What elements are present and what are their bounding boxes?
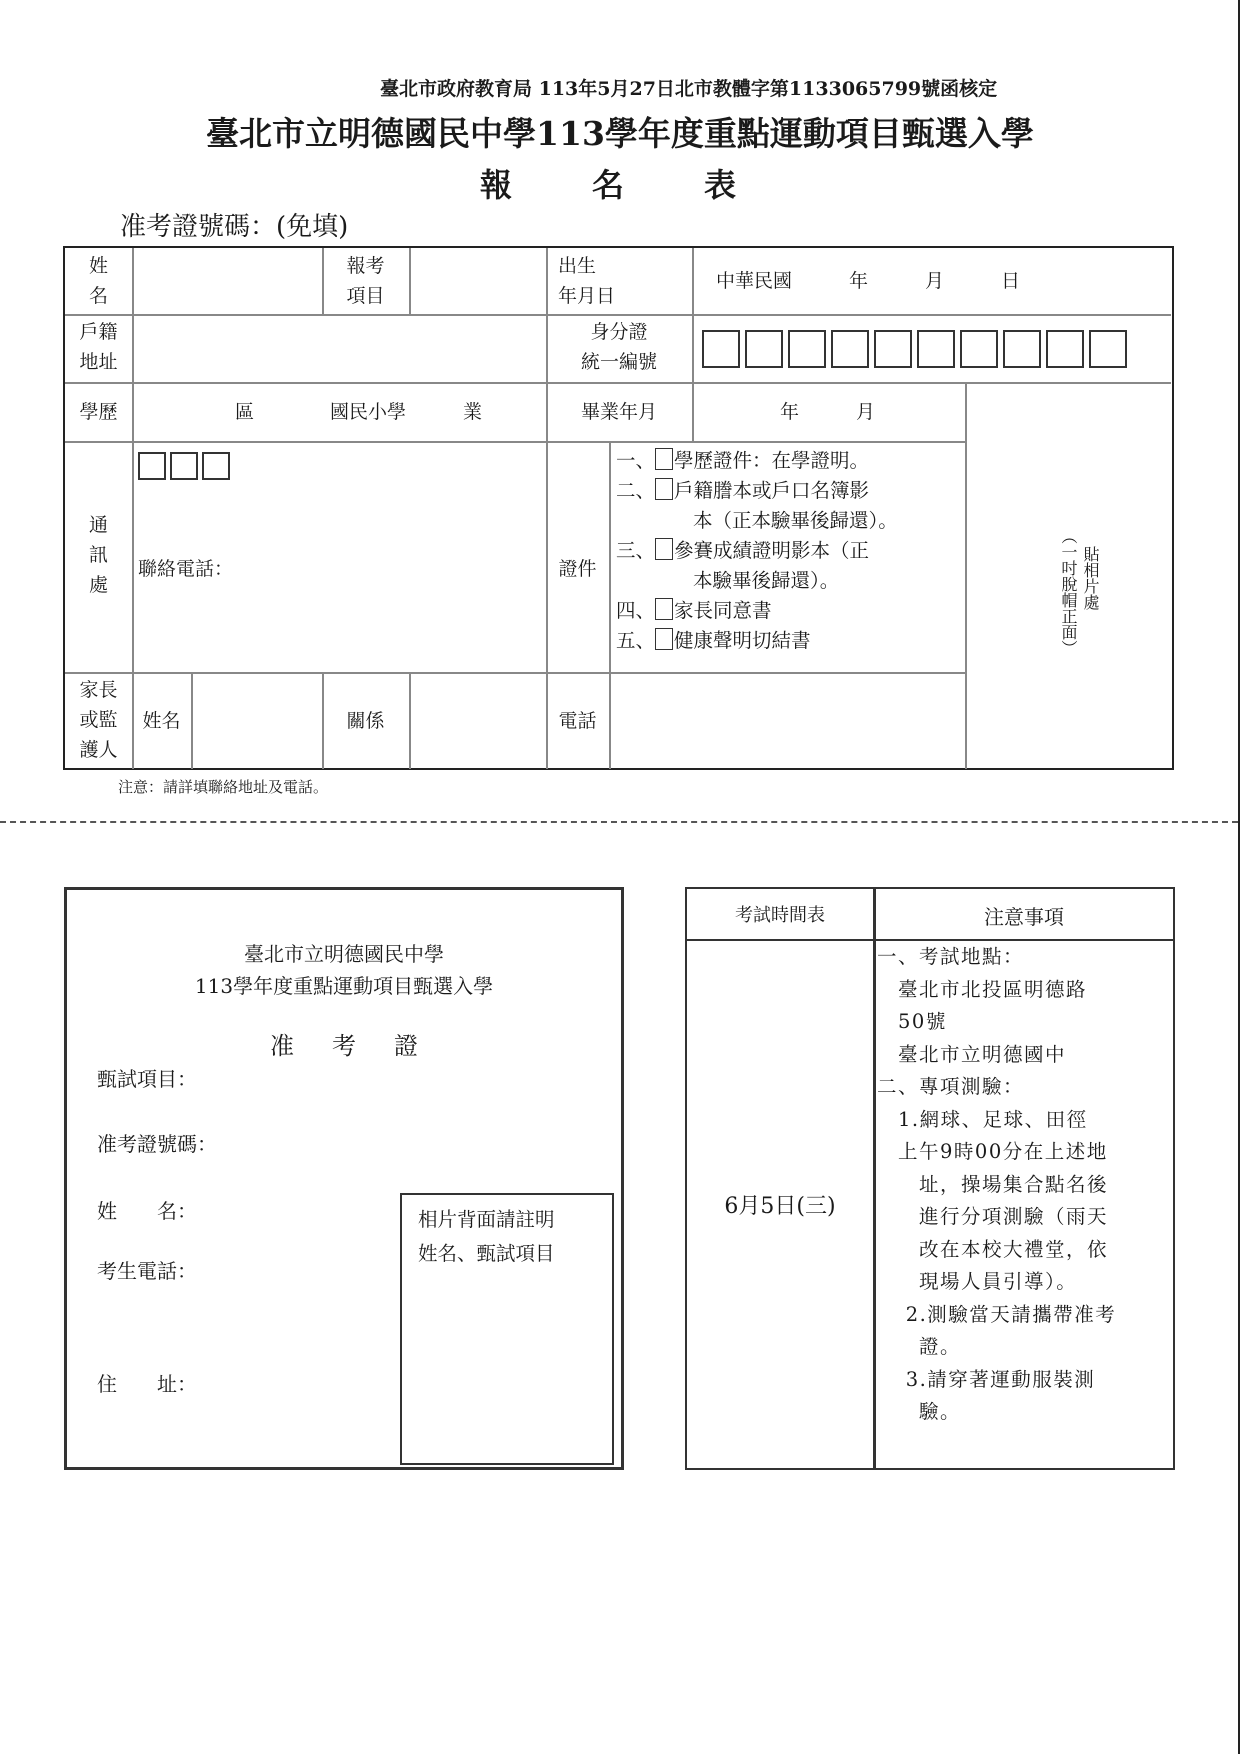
document-text: 學歷證件：在學證明。	[674, 449, 870, 472]
graduation-date-field[interactable]: 年 月	[780, 401, 876, 423]
schedule-header: 考試時間表	[735, 905, 825, 926]
documents-checklist	[616, 446, 898, 656]
document-number: 三、	[616, 539, 656, 562]
ticket-field-name: 姓 名：	[97, 1199, 197, 1223]
ticket-field-number: 准考證號碼：	[97, 1132, 217, 1156]
ticket-field-event: 甄試項目：	[97, 1067, 197, 1091]
photo-label-main: 貼相片處	[1081, 546, 1100, 610]
zip-digit-box[interactable]	[138, 452, 166, 480]
address-input[interactable]	[134, 316, 544, 380]
id-digit-box[interactable]	[1003, 330, 1041, 368]
page-title: 臺北市立明德國民中學113學年度重點運動項目甄選入學	[206, 114, 1034, 153]
document-text: 參賽成績證明影本（正	[674, 539, 870, 562]
document-number: 四、	[616, 599, 656, 622]
guardian-phone-input[interactable]	[611, 674, 963, 767]
guardian-phone-label: 電話	[558, 710, 597, 732]
zip-digit-box[interactable]	[170, 452, 198, 480]
note-line: 改在本校大禮堂，依	[877, 1237, 1109, 1261]
id-digit-box[interactable]	[702, 330, 740, 368]
note-line: 臺北市北投區明德路	[877, 977, 1088, 1001]
id-digit-box[interactable]	[1046, 330, 1084, 368]
id-digit-box[interactable]	[831, 330, 869, 368]
document-text: 健康聲明切結書	[674, 629, 811, 652]
note-line: 一、考試地點：	[877, 945, 1025, 968]
exam-date: 6月5日(三)	[724, 1194, 836, 1219]
education-label: 學歷	[79, 401, 118, 423]
document-item	[616, 536, 898, 566]
cut-line	[0, 821, 1238, 823]
zip-code-boxes[interactable]	[138, 452, 234, 484]
event-label: 報考 項目	[346, 255, 385, 307]
birth-label: 出生 年月日	[558, 255, 616, 307]
note-line: 上午9時00分在上述地	[877, 1140, 1108, 1163]
note-line: 1.網球、足球、田徑	[877, 1107, 1088, 1131]
id-digit-box[interactable]	[745, 330, 783, 368]
graduation-label: 畢業年月	[580, 401, 657, 423]
ticket-program: 113學年度重點運動項目甄選入學	[194, 974, 494, 998]
education-field[interactable]: 區 國民小學 業	[235, 401, 483, 423]
relation-label: 關係	[346, 710, 385, 732]
guardian-name-input[interactable]	[193, 674, 320, 767]
document-item	[616, 446, 898, 476]
documents-label: 證件	[558, 558, 597, 580]
id-digit-box[interactable]	[874, 330, 912, 368]
photo-area	[971, 446, 1169, 769]
document-item	[616, 476, 898, 506]
registration-form	[63, 246, 1174, 770]
birth-date-field[interactable]: 中華民國 年 月 日	[716, 270, 1021, 292]
form-subtitle	[480, 160, 816, 206]
document-number: 五、	[616, 629, 656, 652]
approval-notice: 臺北市政府教育局 113年5月27日北市教體字第1133065799號函核定	[380, 78, 998, 100]
id-number-boxes[interactable]	[702, 330, 1132, 368]
guardian-label: 家長 或監 護人	[79, 679, 118, 761]
document-text-cont: 本（正本驗畢後歸還）。	[693, 509, 898, 532]
note-line: 3.請穿著運動服裝測	[877, 1367, 1096, 1391]
subtitle-char: 報	[480, 166, 513, 204]
ticket-school: 臺北市立明德國民中學	[244, 942, 444, 966]
document-text-cont: 本驗畢後歸還）。	[693, 569, 840, 592]
subtitle-char: 表	[704, 166, 737, 204]
document-checkbox[interactable]	[655, 448, 673, 470]
contact-phone-label: 聯絡電話：	[138, 558, 234, 580]
row-divider	[65, 441, 965, 443]
ticket-field-phone: 考生電話：	[97, 1259, 197, 1283]
name-input[interactable]	[134, 250, 320, 312]
note-line: 2.測驗當天請攜帶准考	[877, 1302, 1117, 1326]
note-line: 驗。	[877, 1400, 962, 1423]
row-divider	[65, 382, 1171, 384]
name-label: 姓 名	[88, 255, 108, 307]
address-label: 戶籍 地址	[79, 321, 118, 373]
col-divider	[692, 248, 694, 441]
notes-list	[877, 941, 1172, 1429]
note-line: 50號	[877, 1010, 947, 1033]
page-edge-line	[1238, 0, 1240, 1754]
document-text: 家長同意書	[674, 599, 772, 622]
document-item	[616, 596, 898, 626]
document-number: 二、	[616, 479, 656, 502]
id-label: 身分證 統一編號	[580, 321, 657, 373]
ticket-field-address: 住 址：	[97, 1372, 197, 1396]
document-checkbox[interactable]	[655, 628, 673, 650]
document-checkbox[interactable]	[655, 538, 673, 560]
document-checkbox[interactable]	[655, 598, 673, 620]
contact-label: 通 訊 處	[88, 514, 108, 596]
photo-label-sub: （一吋脫帽正面）	[1059, 528, 1078, 656]
col-divider	[965, 382, 967, 769]
id-digit-box[interactable]	[1089, 330, 1127, 368]
document-checkbox[interactable]	[655, 478, 673, 500]
photo-note-line: 相片背面請註明	[418, 1208, 555, 1231]
admission-ticket	[64, 887, 624, 1470]
document-item	[616, 626, 898, 656]
exam-number-label: 准考證號碼：(免填)	[120, 212, 349, 242]
document-text: 戶籍謄本或戶口名簿影	[674, 479, 870, 502]
event-input[interactable]	[411, 250, 544, 312]
note-line: 進行分項測驗（雨天	[877, 1205, 1109, 1228]
exam-schedule-table	[685, 887, 1175, 1470]
ticket-photo-box	[400, 1193, 614, 1465]
note-line: 二、專項測驗：	[877, 1075, 1025, 1098]
id-digit-box[interactable]	[960, 330, 998, 368]
photo-note-line: 姓名、甄試項目	[418, 1242, 555, 1265]
note-line: 址，操場集合點名後	[877, 1172, 1109, 1196]
note-line: 證。	[877, 1335, 962, 1358]
note-line: 臺北市立明德國中	[877, 1042, 1067, 1066]
note-line: 現場人員引導）。	[877, 1270, 1078, 1293]
col-divider	[873, 889, 876, 1469]
zip-digit-box[interactable]	[202, 452, 230, 480]
fill-note: 注意：請詳填聯絡地址及電話。	[118, 778, 329, 796]
id-digit-box[interactable]	[788, 330, 826, 368]
id-digit-box[interactable]	[917, 330, 955, 368]
notes-header: 注意事項	[984, 905, 1064, 929]
document-number: 一、	[616, 449, 656, 472]
guardian-name-label: 姓名	[142, 710, 181, 732]
relation-input[interactable]	[411, 674, 544, 767]
subtitle-char: 名	[592, 166, 625, 204]
ticket-title: 准 考 證	[270, 1032, 418, 1060]
